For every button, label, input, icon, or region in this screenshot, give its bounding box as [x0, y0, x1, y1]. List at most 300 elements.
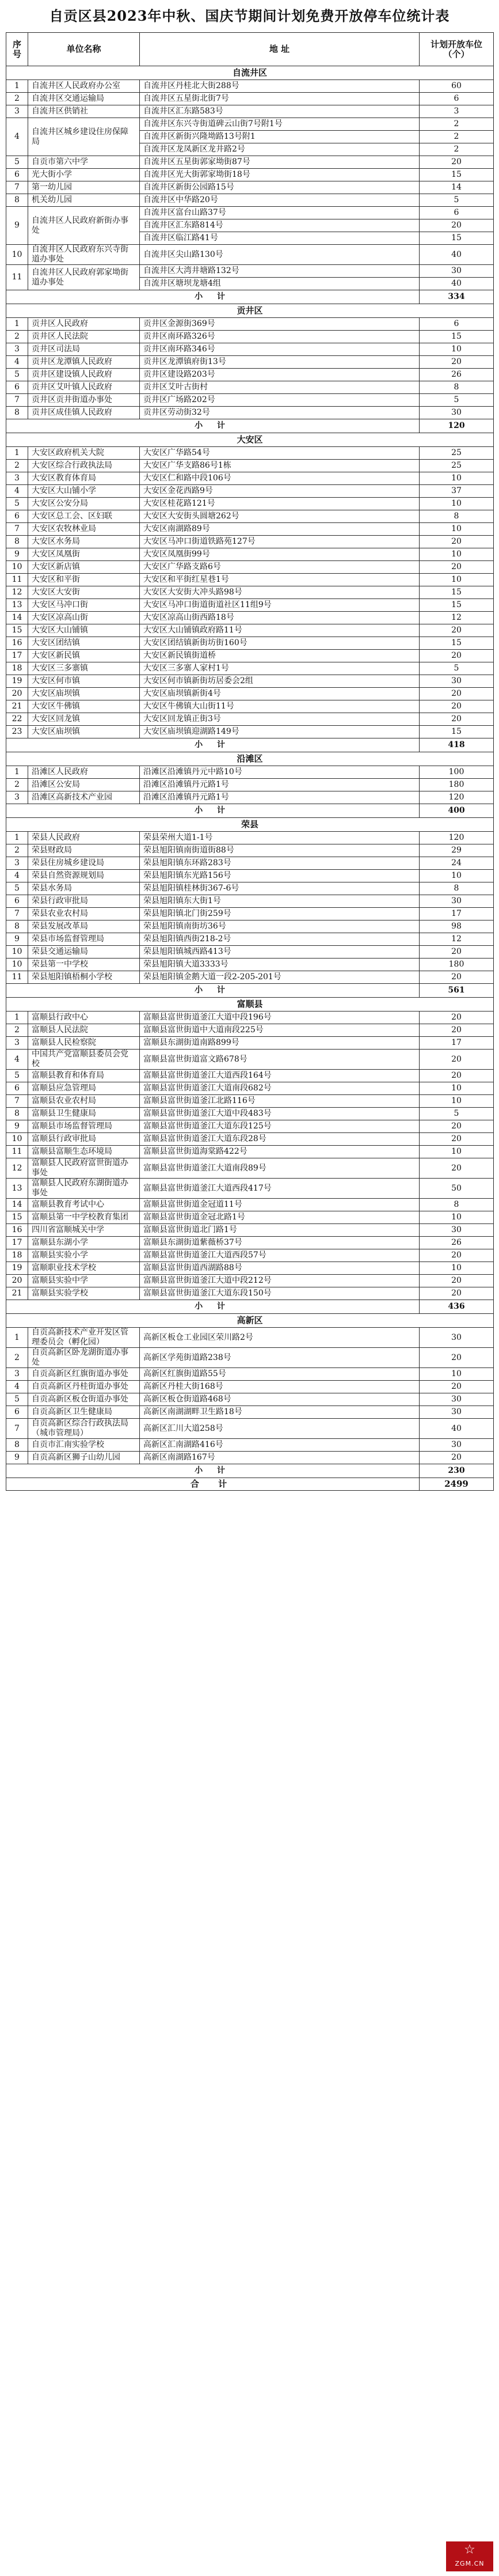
section-name: 自流井区 [6, 66, 494, 80]
table-row [6, 791, 494, 804]
row-number: 2 [6, 331, 28, 343]
open-spaces: 20 [420, 1249, 494, 1262]
unit-name: 大安区马冲口街 [28, 599, 140, 612]
unit-name: 荣县自然资源规划局 [28, 870, 140, 882]
open-spaces: 10 [420, 472, 494, 485]
table-row [6, 1050, 494, 1070]
row-number: 3 [6, 105, 28, 118]
open-spaces: 15 [420, 637, 494, 650]
open-spaces: 29 [420, 844, 494, 857]
section-header-row [6, 752, 494, 766]
open-spaces: 8 [420, 381, 494, 394]
row-number: 8 [6, 194, 28, 207]
table-row [6, 1179, 494, 1199]
address: 荣县旭阳镇南街道街88号 [140, 844, 420, 857]
subtotal-value: 230 [420, 1464, 494, 1478]
row-number: 11 [6, 574, 28, 586]
address: 富顺县富世街道富文路678号 [140, 1050, 420, 1070]
unit-name: 大安区大山铺镇 [28, 624, 140, 637]
unit-name: 自流井区人民政府郭家坳街道办事处 [28, 265, 140, 290]
row-number: 11 [6, 265, 28, 290]
row-number: 17 [6, 650, 28, 662]
address: 贡井区南环路346号 [140, 343, 420, 356]
unit-name: 大安区庙坝镇 [28, 688, 140, 700]
open-spaces: 20 [420, 700, 494, 713]
row-number: 5 [6, 498, 28, 510]
table-row [6, 536, 494, 548]
table-row [6, 779, 494, 791]
table-row [6, 1082, 494, 1095]
open-spaces: 60 [420, 80, 494, 93]
row-number: 3 [6, 857, 28, 870]
address: 荣县旭阳镇东环路283号 [140, 857, 420, 870]
header-address: 地 址 [140, 33, 420, 66]
subtotal-value: 334 [420, 290, 494, 304]
table-row [6, 1146, 494, 1158]
table-row [6, 1406, 494, 1419]
row-number: 5 [6, 156, 28, 169]
total-label: 合 计 [6, 1478, 420, 1491]
address: 富顺县富世街道釜江大道东段28号 [140, 1133, 420, 1146]
unit-name: 荣县人民政府 [28, 832, 140, 844]
section-name: 大安区 [6, 433, 494, 447]
address: 富顺县东湖街道南路899号 [140, 1037, 420, 1050]
table-row [6, 1419, 494, 1439]
row-number: 2 [6, 1024, 28, 1037]
table-row [6, 713, 494, 726]
unit-name: 荣县水务局 [28, 882, 140, 895]
address: 荣县旭阳镇西街218-2号 [140, 933, 420, 946]
unit-name: 大安区大山铺小学 [28, 485, 140, 498]
subtotal-value: 418 [420, 738, 494, 752]
open-spaces: 17 [420, 908, 494, 920]
address: 大安区庙坝镇迎湖路149号 [140, 726, 420, 738]
table-row [6, 105, 494, 118]
address: 富顺县富世街道釜江大道西段164号 [140, 1070, 420, 1082]
open-spaces: 10 [420, 1262, 494, 1275]
address: 大安区凉高山街西路18号 [140, 612, 420, 624]
table-row [6, 548, 494, 561]
address: 大安区大安街大冲头路98号 [140, 586, 420, 599]
row-number: 15 [6, 1211, 28, 1224]
unit-name: 贡井区龙潭镇人民政府 [28, 356, 140, 369]
address: 贡井区劳动街32号 [140, 407, 420, 419]
address: 大安区牛佛镇大山街11号 [140, 700, 420, 713]
row-number: 18 [6, 1249, 28, 1262]
unit-name: 贡井区艾叶镇人民政府 [28, 381, 140, 394]
address: 贡井区金源街369号 [140, 318, 420, 331]
open-spaces: 40 [420, 245, 494, 265]
address: 自流井区中华路20号 [140, 194, 420, 207]
unit-name: 大安区何市镇 [28, 675, 140, 688]
open-spaces: 10 [420, 548, 494, 561]
subtotal-row [6, 1300, 494, 1314]
address: 富顺县富世街道釜江大道西段57号 [140, 1249, 420, 1262]
open-spaces: 15 [420, 232, 494, 245]
table-row [6, 1158, 494, 1179]
address: 富顺县富世街道釜江大道南段89号 [140, 1158, 420, 1179]
address: 富顺县富世街道釜江大道中段196号 [140, 1012, 420, 1024]
unit-name: 贡井区贡井街道办事处 [28, 394, 140, 407]
open-spaces: 20 [420, 688, 494, 700]
table-row [6, 766, 494, 779]
open-spaces: 30 [420, 407, 494, 419]
address: 富顺县富世街道北门路1号 [140, 1224, 420, 1237]
row-number: 10 [6, 245, 28, 265]
table-row [6, 637, 494, 650]
row-number: 7 [6, 1095, 28, 1108]
open-spaces: 20 [420, 1275, 494, 1287]
unit-name: 大安区和平街 [28, 574, 140, 586]
subtotal-row [6, 290, 494, 304]
open-spaces: 15 [420, 599, 494, 612]
address: 大安区广华支路86号1栋 [140, 460, 420, 472]
address: 自流井区龙凤新区龙井路2号 [140, 143, 420, 156]
address: 自流井区新街兴隆坳路13号附1 [140, 131, 420, 143]
address: 富顺县富世街道釜江大道中段483号 [140, 1108, 420, 1120]
address: 自流井区五星街郭家坳街87号 [140, 156, 420, 169]
open-spaces: 20 [420, 1381, 494, 1393]
table-row [6, 356, 494, 369]
row-number: 1 [6, 318, 28, 331]
address: 大安区南湖路89号 [140, 523, 420, 536]
row-number: 7 [6, 908, 28, 920]
subtotal-row [6, 1464, 494, 1478]
open-spaces: 14 [420, 181, 494, 194]
address: 大安区何市镇新街坊居委会2组 [140, 675, 420, 688]
row-number: 7 [6, 394, 28, 407]
table-row [6, 946, 494, 959]
open-spaces: 5 [420, 194, 494, 207]
table-row [6, 1262, 494, 1275]
unit-name: 自贡高新区红旗街道办事处 [28, 1368, 140, 1381]
row-number: 5 [6, 369, 28, 381]
address: 贡井区龙潭镇府街13号 [140, 356, 420, 369]
row-number: 14 [6, 1199, 28, 1211]
unit-name: 贡井区人民政府 [28, 318, 140, 331]
table-row [6, 895, 494, 908]
open-spaces: 2 [420, 131, 494, 143]
open-spaces: 20 [420, 1133, 494, 1146]
open-spaces: 8 [420, 882, 494, 895]
open-spaces: 30 [420, 895, 494, 908]
address: 富顺县富世街道西湖路88号 [140, 1262, 420, 1275]
subtotal-label: 小 计 [6, 419, 420, 433]
parking-table [6, 32, 494, 1491]
open-spaces: 20 [420, 1158, 494, 1179]
row-number: 19 [6, 1262, 28, 1275]
address: 自流井区光大街郭家坳街18号 [140, 169, 420, 181]
open-spaces: 26 [420, 369, 494, 381]
address: 自流井区东兴寺街道碑云山街7号附1号 [140, 118, 420, 131]
row-number: 6 [6, 1406, 28, 1419]
open-spaces: 40 [420, 1419, 494, 1439]
open-spaces: 10 [420, 1082, 494, 1095]
row-number: 6 [6, 169, 28, 181]
address: 自流井区塘坝龙塘4组 [140, 278, 420, 290]
row-number: 20 [6, 688, 28, 700]
open-spaces: 2 [420, 143, 494, 156]
address: 自流井区汇东路814号 [140, 219, 420, 232]
row-number: 1 [6, 832, 28, 844]
table-row [6, 650, 494, 662]
open-spaces: 20 [420, 971, 494, 984]
unit-name: 贡井区建设镇人民政府 [28, 369, 140, 381]
section-header-row [6, 433, 494, 447]
header-no: 序号 [6, 33, 28, 66]
open-spaces: 25 [420, 460, 494, 472]
open-spaces: 37 [420, 485, 494, 498]
table-row [6, 1452, 494, 1464]
unit-name: 富顺县人民检察院 [28, 1037, 140, 1050]
table-row [6, 870, 494, 882]
address: 自流井区汇东路583号 [140, 105, 420, 118]
address: 荣县旭阳镇南街坊36号 [140, 920, 420, 933]
row-number: 10 [6, 959, 28, 971]
unit-name: 富顺县人民政府富世街道办事处 [28, 1158, 140, 1179]
table-row [6, 1287, 494, 1300]
table-row [6, 1224, 494, 1237]
address: 贡井区建设路203号 [140, 369, 420, 381]
address: 沿滩区沿滩镇丹元路1号 [140, 791, 420, 804]
table-row [6, 510, 494, 523]
unit-name: 大安区凤凰街 [28, 548, 140, 561]
open-spaces: 15 [420, 169, 494, 181]
unit-name: 贡井区成佳镇人民政府 [28, 407, 140, 419]
unit-name: 自流井区交通运输局 [28, 93, 140, 105]
address: 富顺县东湖街道紫薇桥37号 [140, 1237, 420, 1249]
open-spaces: 5 [420, 662, 494, 675]
section-header-row [6, 66, 494, 80]
unit-name: 大安区农牧林业局 [28, 523, 140, 536]
unit-name: 富顺县行政审批局 [28, 1133, 140, 1146]
unit-name: 沿滩区公安局 [28, 779, 140, 791]
row-number: 4 [6, 485, 28, 498]
open-spaces: 10 [420, 870, 494, 882]
subtotal-label: 小 计 [6, 1464, 420, 1478]
subtotal-row [6, 419, 494, 433]
open-spaces: 2 [420, 118, 494, 131]
unit-name: 自流井区供销社 [28, 105, 140, 118]
row-number: 8 [6, 407, 28, 419]
subtotal-label: 小 计 [6, 738, 420, 752]
unit-name: 贡井区人民法院 [28, 331, 140, 343]
row-number: 9 [6, 1120, 28, 1133]
address: 高新区南湖路167号 [140, 1452, 420, 1464]
row-number: 8 [6, 1108, 28, 1120]
address: 富顺县富世街道金冠道11号 [140, 1199, 420, 1211]
table-row [6, 265, 494, 278]
total-value: 2499 [420, 1478, 494, 1491]
open-spaces: 20 [420, 356, 494, 369]
address: 大安区广华路支路6号 [140, 561, 420, 574]
open-spaces: 20 [420, 650, 494, 662]
subtotal-label: 小 计 [6, 804, 420, 818]
address: 自流井区丹桂北大街288号 [140, 80, 420, 93]
address: 自流井区五星街北街7号 [140, 93, 420, 105]
unit-name: 荣县财政局 [28, 844, 140, 857]
table-row [6, 1108, 494, 1120]
subtotal-value: 561 [420, 984, 494, 998]
subtotal-label: 小 计 [6, 984, 420, 998]
address: 荣县旭阳镇城西路413号 [140, 946, 420, 959]
address: 荣县旭阳镇大道3333号 [140, 959, 420, 971]
unit-name: 大安区新民镇 [28, 650, 140, 662]
row-number: 6 [6, 381, 28, 394]
table-row [6, 169, 494, 181]
table-row [6, 1328, 494, 1348]
table-row [6, 599, 494, 612]
subtotal-label: 小 计 [6, 1300, 420, 1314]
open-spaces: 8 [420, 510, 494, 523]
table-row [6, 369, 494, 381]
table-row [6, 1199, 494, 1211]
table-row [6, 1249, 494, 1262]
open-spaces: 10 [420, 343, 494, 356]
address: 大安区仁和路中段106号 [140, 472, 420, 485]
address: 沿滩区沿滩镇丹元路1号 [140, 779, 420, 791]
row-number: 4 [6, 1381, 28, 1393]
row-number: 23 [6, 726, 28, 738]
row-number: 5 [6, 882, 28, 895]
row-number: 13 [6, 599, 28, 612]
row-number: 8 [6, 1439, 28, 1452]
open-spaces: 180 [420, 959, 494, 971]
row-number: 9 [6, 548, 28, 561]
open-spaces: 17 [420, 1037, 494, 1050]
address: 高新区板仓工业园区荣川路2号 [140, 1328, 420, 1348]
unit-name: 自流井区人民政府东兴寺街道办事处 [28, 245, 140, 265]
unit-name: 大安区庙坝镇 [28, 726, 140, 738]
row-number: 3 [6, 343, 28, 356]
unit-name: 富顺职业技术学校 [28, 1262, 140, 1275]
address: 富顺县富世街道中大道南段225号 [140, 1024, 420, 1037]
open-spaces: 10 [420, 1368, 494, 1381]
address: 贡井区南环路326号 [140, 331, 420, 343]
row-number: 6 [6, 895, 28, 908]
unit-name: 富顺县东湖小学 [28, 1237, 140, 1249]
section-name: 荣县 [6, 818, 494, 832]
table-row [6, 844, 494, 857]
address: 大安区金花西路9号 [140, 485, 420, 498]
table-row [6, 93, 494, 105]
open-spaces: 20 [420, 1024, 494, 1037]
open-spaces: 10 [420, 1211, 494, 1224]
row-number: 2 [6, 1348, 28, 1368]
table-row [6, 381, 494, 394]
row-number: 11 [6, 971, 28, 984]
table-row [6, 118, 494, 131]
row-number: 15 [6, 624, 28, 637]
row-number: 3 [6, 1368, 28, 1381]
row-number: 7 [6, 523, 28, 536]
unit-name: 富顺县市场监督管理局 [28, 1120, 140, 1133]
open-spaces: 6 [420, 318, 494, 331]
unit-name: 富顺县富顺生态环境局 [28, 1146, 140, 1158]
table-header-row [6, 33, 494, 66]
row-number: 10 [6, 946, 28, 959]
address: 大安区庙坝镇新街4号 [140, 688, 420, 700]
row-number: 2 [6, 460, 28, 472]
table-row [6, 407, 494, 419]
section-name: 沿滩区 [6, 752, 494, 766]
unit-name: 自贡高新区板仓街道办事处 [28, 1393, 140, 1406]
table-row [6, 447, 494, 460]
address: 自流井区尖山路130号 [140, 245, 420, 265]
table-row [6, 612, 494, 624]
table-row [6, 1070, 494, 1082]
unit-name: 大安区政府机关大院 [28, 447, 140, 460]
section-name: 高新区 [6, 1314, 494, 1328]
site-watermark-logo [446, 2541, 493, 2571]
row-number: 6 [6, 1082, 28, 1095]
row-number: 9 [6, 933, 28, 946]
address: 自流井区大湾井塘路132号 [140, 265, 420, 278]
subtotal-label: 小 计 [6, 290, 420, 304]
table-row [6, 574, 494, 586]
address: 富顺县富世街道釜江北路116号 [140, 1095, 420, 1108]
open-spaces: 6 [420, 93, 494, 105]
table-row [6, 726, 494, 738]
watermark-mark: ☆ [464, 2543, 475, 2557]
open-spaces: 40 [420, 278, 494, 290]
open-spaces: 120 [420, 832, 494, 844]
row-number: 5 [6, 1070, 28, 1082]
address: 大安区大山铺镇政府路11号 [140, 624, 420, 637]
address: 高新区学苑街道路238号 [140, 1348, 420, 1368]
unit-name: 荣县市场监督管理局 [28, 933, 140, 946]
row-number: 19 [6, 675, 28, 688]
address: 大安区团结镇新街坊街160号 [140, 637, 420, 650]
unit-name: 自贡市汇南实验学校 [28, 1439, 140, 1452]
unit-name: 贡井区司法局 [28, 343, 140, 356]
table-row [6, 920, 494, 933]
table-row [6, 971, 494, 984]
address: 荣县旭阳镇北门街259号 [140, 908, 420, 920]
open-spaces: 30 [420, 1224, 494, 1237]
open-spaces: 20 [420, 1050, 494, 1070]
table-row [6, 675, 494, 688]
open-spaces: 6 [420, 207, 494, 219]
address: 高新区丹桂大街168号 [140, 1381, 420, 1393]
table-row [6, 394, 494, 407]
open-spaces: 20 [420, 1012, 494, 1024]
unit-name: 大安区总工会、区妇联 [28, 510, 140, 523]
address: 自流井区新街公园路15号 [140, 181, 420, 194]
unit-name: 机关幼儿园 [28, 194, 140, 207]
unit-name: 富顺县人民政府东湖街道办事处 [28, 1179, 140, 1199]
unit-name: 沿滩区人民政府 [28, 766, 140, 779]
open-spaces: 120 [420, 791, 494, 804]
open-spaces: 30 [420, 1406, 494, 1419]
open-spaces: 20 [420, 219, 494, 232]
address: 荣县旭阳镇桂林街367-6号 [140, 882, 420, 895]
table-row [6, 624, 494, 637]
unit-name: 荣县发展改革局 [28, 920, 140, 933]
open-spaces: 26 [420, 1237, 494, 1249]
address: 荣县荣州大道1-1号 [140, 832, 420, 844]
address: 高新区汇川大道258号 [140, 1419, 420, 1439]
unit-name: 自贡市第六中学 [28, 156, 140, 169]
row-number: 1 [6, 766, 28, 779]
unit-name: 富顺县教育和体育局 [28, 1070, 140, 1082]
unit-name: 荣县住房城乡建设局 [28, 857, 140, 870]
table-row [6, 181, 494, 194]
address: 大安区大安街头圆塘262号 [140, 510, 420, 523]
table-row [6, 331, 494, 343]
table-row [6, 1095, 494, 1108]
unit-name: 荣县第一中学校 [28, 959, 140, 971]
